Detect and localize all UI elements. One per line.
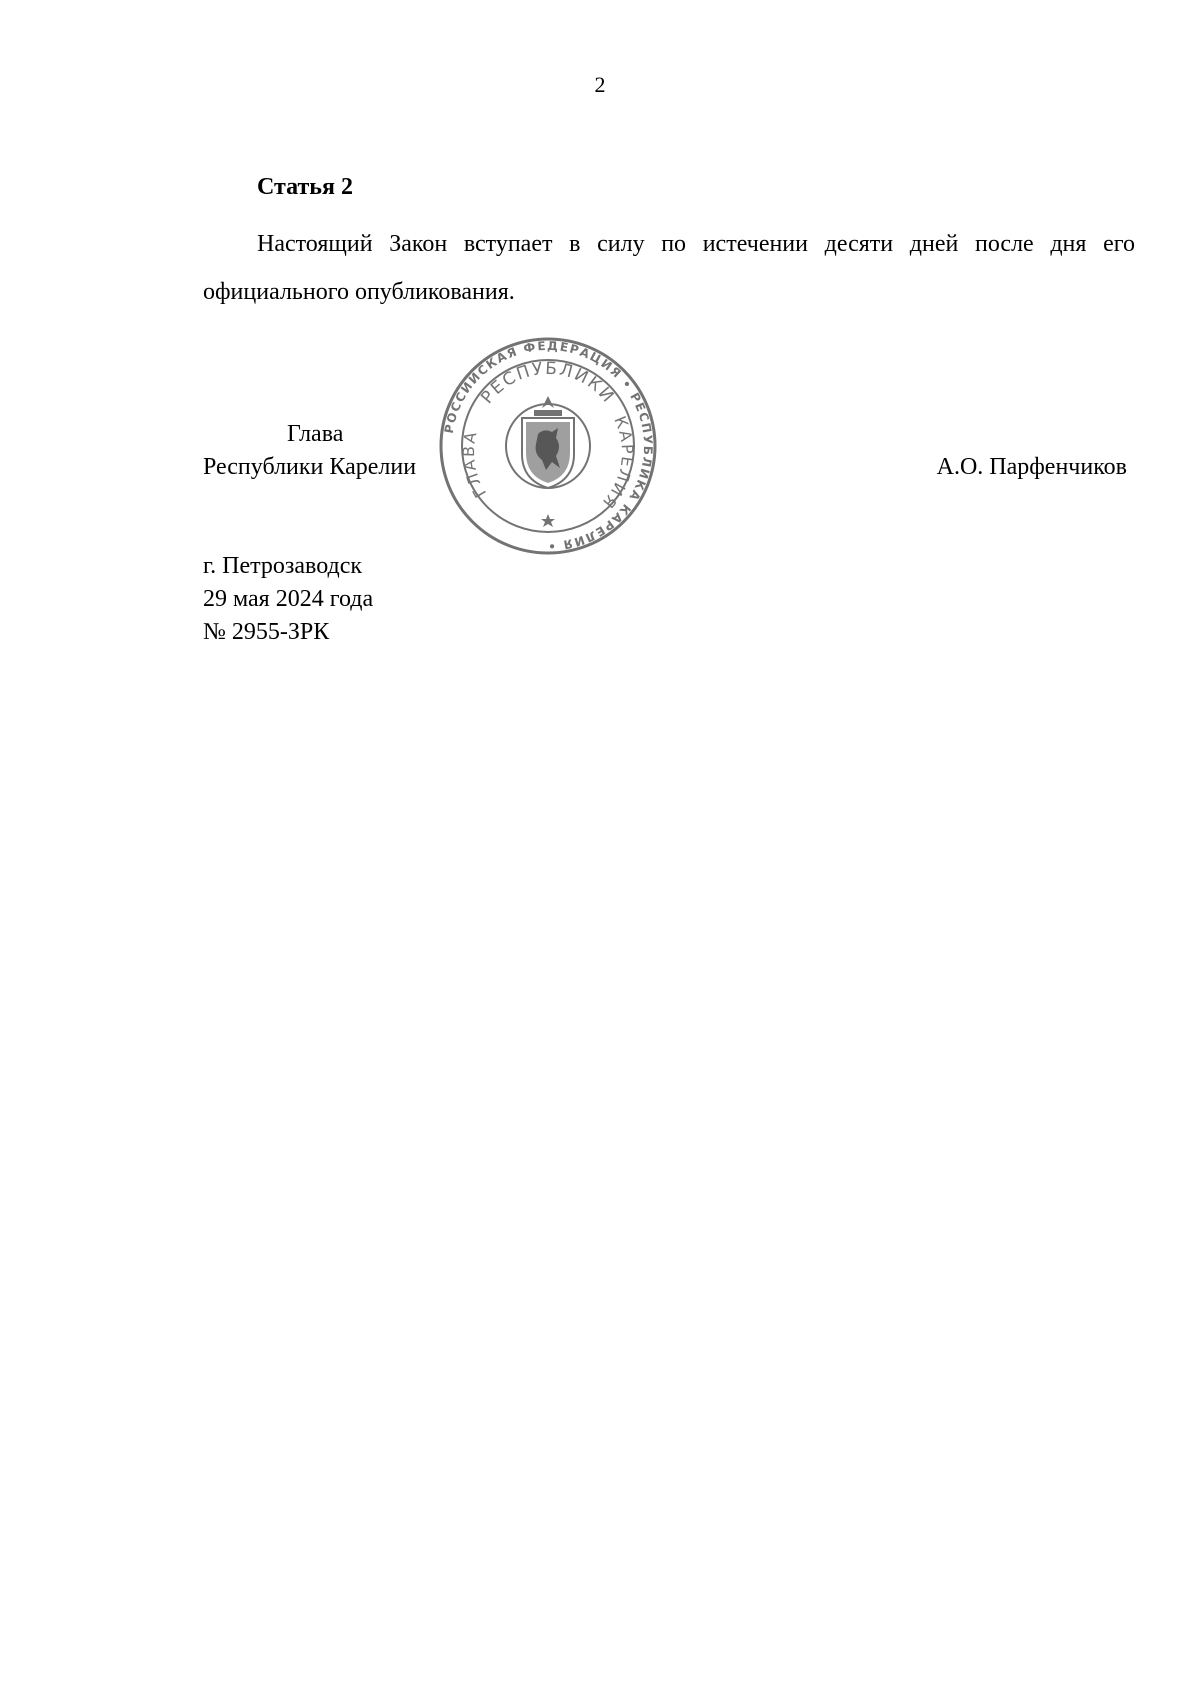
seal-inner-left-text: ГЛАВА (458, 428, 491, 501)
place-date: 29 мая 2024 года (203, 586, 374, 612)
place-city: г. Петрозаводск (203, 553, 363, 579)
article-heading: Статья 2 (257, 174, 353, 200)
signature-title-line1: Глава (287, 421, 344, 447)
official-seal (438, 336, 658, 556)
coat-of-arms-icon (506, 396, 590, 488)
svg-text:ГЛАВА (459, 428, 490, 501)
page-number: 2 (594, 72, 606, 97)
seal-star-icon (541, 514, 555, 527)
law-number: № 2955-ЗРК (203, 619, 330, 645)
seal-inner-top-text: РЕСПУБЛИКИ (477, 358, 619, 408)
place-date-number (203, 550, 373, 649)
signature-title-line2: Республики Карелии (203, 454, 417, 480)
signature-name: А.О. Парфенчиков (936, 454, 1127, 480)
article-body: Настоящий Закон вступает в силу по истечении десяти дней после дня его официального опубликования. (203, 231, 1135, 305)
seal-outer-text: РОССИЙСКАЯ ФЕДЕРАЦИЯ • РЕСПУБЛИКА КАРЕЛИЯ • (441, 338, 656, 554)
signature-title (203, 418, 416, 484)
seal-inner-right-text: КАРЕЛИЯ (597, 413, 638, 514)
